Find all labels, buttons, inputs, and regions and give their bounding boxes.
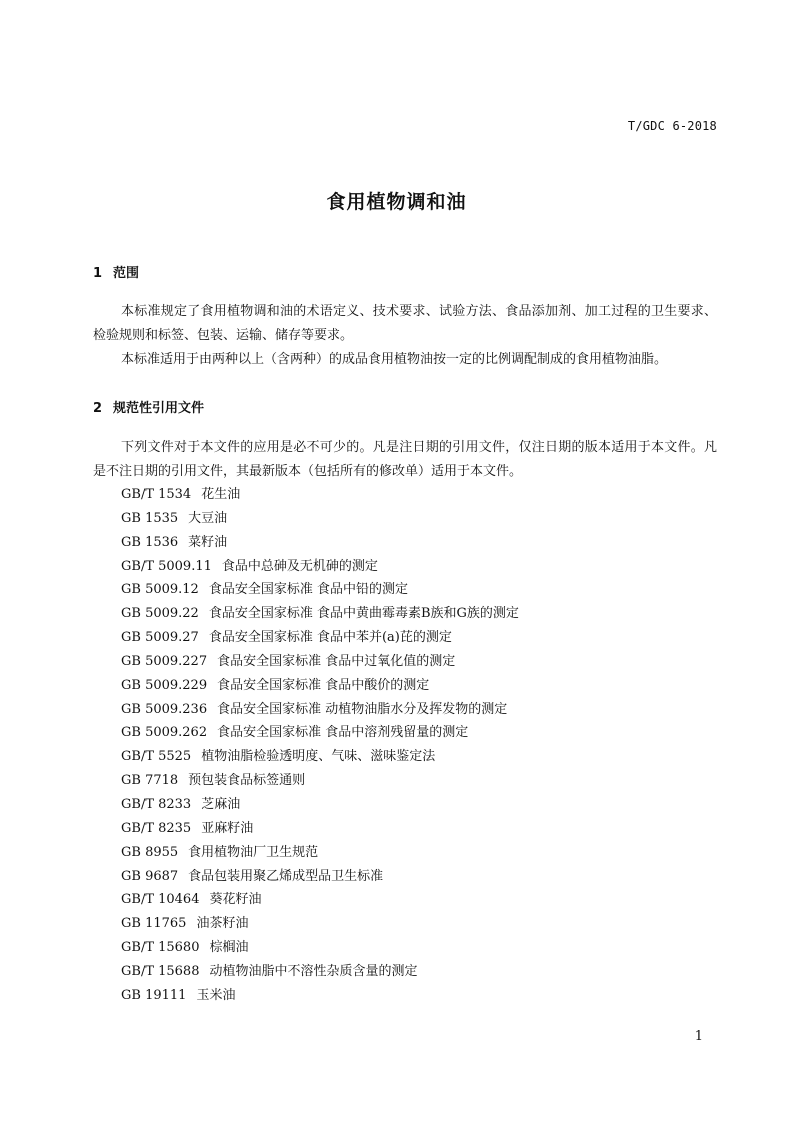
reference-code: GB/T 15688 bbox=[121, 963, 200, 979]
reference-item bbox=[121, 602, 519, 626]
reference-item bbox=[121, 650, 519, 674]
reference-code: GB/T 8233 bbox=[121, 796, 192, 812]
section-title: 规范性引用文件 bbox=[113, 401, 205, 416]
standard-code: T/GDC 6-2018 bbox=[627, 119, 717, 133]
scope-paragraph-2: 本标准适用于由两种以上（含两种）的成品食用植物油按一定的比例调配制成的食用植物油脂。 bbox=[121, 352, 668, 367]
reference-title: 棕榈油 bbox=[209, 940, 249, 956]
reference-item bbox=[121, 578, 519, 602]
reference-title: 亚麻籽油 bbox=[201, 820, 254, 836]
reference-item bbox=[121, 984, 519, 1008]
reference-title: 植物油脂检验透明度、气味、滋味鉴定法 bbox=[201, 749, 436, 765]
reference-code: GB/T 5009.11 bbox=[121, 558, 212, 574]
reference-code: GB 5009.229 bbox=[121, 677, 208, 693]
reference-item bbox=[121, 888, 519, 912]
reference-code: GB 7718 bbox=[121, 773, 179, 789]
reference-code: GB 19111 bbox=[121, 987, 187, 1003]
reference-item bbox=[121, 721, 519, 745]
section-heading-scope bbox=[93, 262, 139, 281]
reference-code: GB 5009.227 bbox=[121, 653, 208, 669]
reference-code: GB 1536 bbox=[121, 534, 179, 550]
reference-code: GB 5009.27 bbox=[121, 630, 199, 646]
reference-item bbox=[121, 793, 519, 817]
reference-item bbox=[121, 960, 519, 984]
scope-paragraph-1: 本标准规定了食用植物调和油的术语定义、技术要求、试验方法、食品添加剂、加工过程的卫生要求、检验规则和标签、包装、运输、储存等要求。 bbox=[93, 304, 717, 343]
reference-code: GB/T 1534 bbox=[121, 487, 192, 502]
reference-item bbox=[121, 745, 519, 769]
section-number: 2 bbox=[93, 401, 103, 416]
reference-title: 食品安全国家标准 食品中苯并(a)芘的测定 bbox=[208, 630, 452, 646]
document-title: 食用植物调和油 bbox=[326, 191, 467, 213]
reference-title: 菜籽油 bbox=[188, 534, 228, 550]
reference-title: 食品中总砷及无机砷的测定 bbox=[221, 558, 378, 574]
reference-item bbox=[121, 841, 519, 865]
reference-title: 大豆油 bbox=[188, 510, 228, 526]
reference-title: 玉米油 bbox=[196, 987, 236, 1003]
reference-item bbox=[121, 817, 519, 841]
reference-code: GB/T 15680 bbox=[121, 940, 200, 956]
reference-code: GB 8955 bbox=[121, 844, 179, 860]
section-number: 1 bbox=[93, 266, 103, 281]
reference-title: 食用植物油厂卫生规范 bbox=[188, 844, 319, 860]
reference-item bbox=[121, 865, 519, 889]
reference-title: 葵花籽油 bbox=[209, 892, 262, 908]
reference-code: GB/T 10464 bbox=[121, 892, 200, 908]
reference-item bbox=[121, 626, 519, 650]
reference-code: GB 5009.236 bbox=[121, 701, 208, 717]
reference-item bbox=[121, 936, 519, 960]
reference-item bbox=[121, 769, 519, 793]
reference-title: 食品包装用聚乙烯成型品卫生标准 bbox=[188, 868, 384, 884]
reference-code: GB/T 8235 bbox=[121, 820, 192, 836]
reference-item bbox=[121, 555, 519, 579]
reference-item bbox=[121, 507, 519, 531]
reference-title: 食品安全国家标准 食品中过氧化值的测定 bbox=[217, 653, 456, 669]
reference-code: GB 5009.12 bbox=[121, 582, 199, 598]
reference-title: 花生油 bbox=[201, 487, 241, 502]
reference-item bbox=[121, 698, 519, 722]
reference-list bbox=[121, 483, 519, 1008]
reference-title: 食品安全国家标准 食品中酸价的测定 bbox=[217, 677, 430, 693]
reference-title: 食品安全国家标准 食品中黄曲霉毒素B族和G族的测定 bbox=[208, 606, 519, 622]
page-number: 1 bbox=[694, 1029, 703, 1044]
reference-item bbox=[121, 674, 519, 698]
reference-code: GB/T 5525 bbox=[121, 749, 192, 765]
reference-title: 芝麻油 bbox=[201, 796, 241, 812]
references-intro-paragraph: 下列文件对于本文件的应用是必不可少的。凡是注日期的引用文件，仅注日期的版本适用于本文件。凡是不注日期的引用文件，其最新版本（包括所有的修改单）适用于本文件。 bbox=[93, 440, 717, 479]
reference-code: GB 5009.262 bbox=[121, 725, 208, 741]
reference-item bbox=[121, 483, 519, 507]
reference-code: GB 5009.22 bbox=[121, 606, 199, 622]
reference-item bbox=[121, 531, 519, 555]
reference-item bbox=[121, 912, 519, 936]
reference-code: GB 11765 bbox=[121, 916, 187, 932]
reference-title: 食品安全国家标准 食品中铅的测定 bbox=[208, 582, 408, 598]
reference-title: 食品安全国家标准 食品中溶剂残留量的测定 bbox=[217, 725, 469, 741]
section-heading-normative-references bbox=[93, 397, 204, 416]
reference-title: 动植物油脂中不溶性杂质含量的测定 bbox=[209, 963, 418, 979]
reference-title: 预包装食品标签通则 bbox=[188, 773, 306, 789]
section-title: 范围 bbox=[113, 266, 140, 281]
reference-title: 食品安全国家标准 动植物油脂水分及挥发物的测定 bbox=[217, 701, 508, 717]
reference-title: 油茶籽油 bbox=[196, 916, 249, 932]
reference-code: GB 1535 bbox=[121, 510, 179, 526]
reference-code: GB 9687 bbox=[121, 868, 179, 884]
